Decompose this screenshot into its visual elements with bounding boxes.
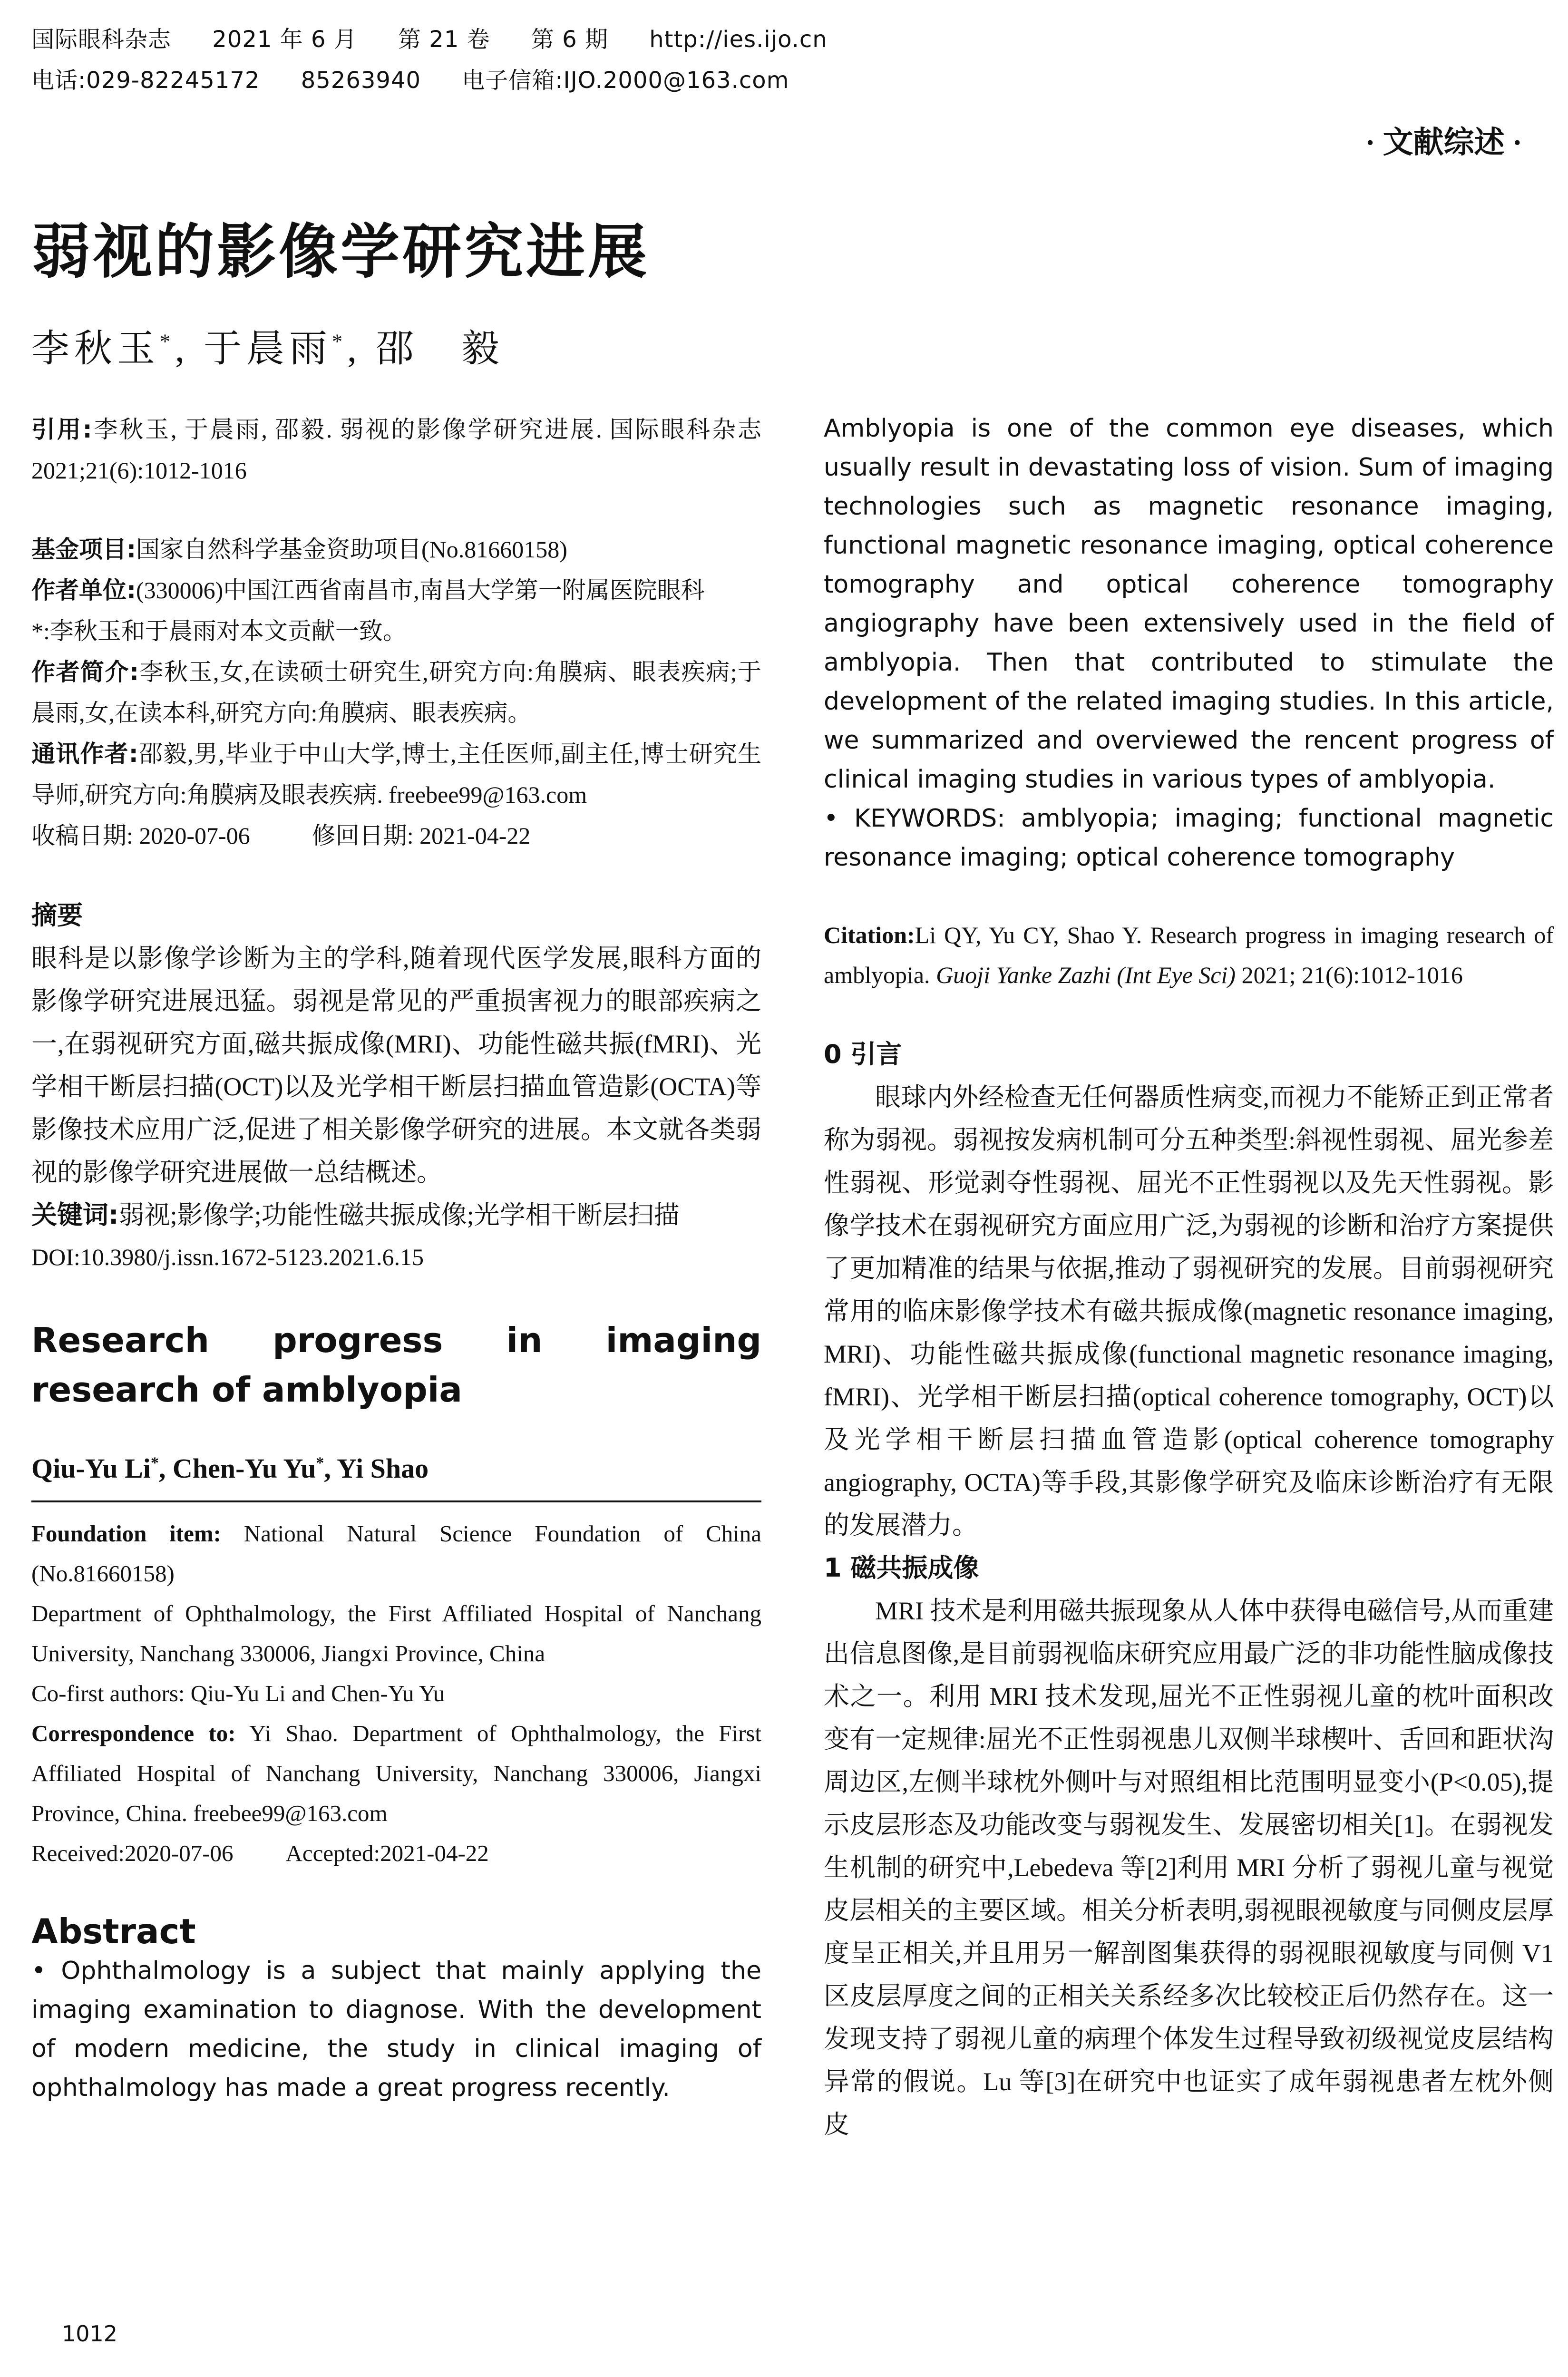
- section-1-heading: 1 磁共振成像: [824, 1553, 979, 1583]
- author-bio: 作者简介:李秋玉,女,在读硕士研究生,研究方向:角膜病、眼表疾病;于晨雨,女,在读本科,研究方向:角膜病、眼表疾病。: [31, 658, 761, 726]
- author-1: 李秋玉: [31, 328, 160, 370]
- page-number: 1012: [62, 2321, 118, 2347]
- issue-date: 2021 年 6 月: [212, 26, 357, 53]
- abstract-heading-cn: 摘要: [31, 900, 83, 930]
- author-3: 邵 毅: [376, 328, 504, 370]
- equal-contrib-mark-2: *: [332, 330, 347, 353]
- author-list: 李秋玉*, 于晨雨*, 邵 毅: [31, 328, 504, 370]
- dates-cn: 收稿日期: 2020-07-06 修回日期: 2021-04-22: [31, 822, 531, 849]
- citation-cn: 引用:李秋玉, 于晨雨, 邵毅. 弱视的影像学研究进展. 国际眼科杂志 2021;21(6):1012-1016: [31, 416, 762, 484]
- section-0-heading: 0 引言: [824, 1039, 902, 1069]
- phone: 电话:029-82245172: [31, 67, 260, 94]
- co-first-authors: Co-first authors: Qiu-Yu Li and Chen-Yu Yu: [31, 1680, 445, 1706]
- dates-en: Received:2020-07-06 Accepted:2021-04-22: [31, 1840, 489, 1866]
- phone2: 85263940: [301, 67, 421, 94]
- abstract-en-part1: • Ophthalmology is a subject that mainly applying the imaging examination to diagnose. With the development of modern medicine, the study in clinical imaging of ophthalmology has made a great progress recently.: [31, 1957, 761, 2102]
- article-title-en: Research progress in imaging research of amblyopia: [31, 1320, 761, 1410]
- left-column: [31, 409, 761, 2107]
- correspondence-en: Correspondence to: Yi Shao. Department of Ophthalmology, the First Affiliated Hospital of Nanchang University, Nanchang 330006, Jiangxi Province, China. freebee99@163.com: [31, 1720, 762, 1826]
- author-list-en: Qiu-Yu Li*, Chen-Yu Yu*, Yi Shao: [31, 1453, 429, 1484]
- section-tag: · 文献综述 ·: [1365, 126, 1522, 159]
- abstract-heading-en: Abstract: [31, 1911, 196, 1951]
- divider: [31, 1500, 761, 1502]
- department-en: Department of Ophthalmology, the First Affiliated Hospital of Nanchang University, Nanchang 330006, Jiangxi Province, China: [31, 1600, 761, 1666]
- section-0-text: 眼球内外经检查无任何器质性病变,而视力不能矫正到正常者称为弱视。弱视按发病机制可分五种类型:斜视性弱视、屈光参差性弱视、形觉剥夺性弱视、屈光不正性弱视以及先天性弱视。影像学技术在弱视研究方面应用广泛,为弱视的诊断和治疗方案提供了更加精准的结果与依据,推动了弱视研究的发展。目前弱视研究常用的临床影像学技术有磁共振成像(magnetic resonance imaging, MRI)、功能性磁共振成像(functional magnetic resonance imaging, fMRI)、光学相干断层扫描(optical coherence tomography, OCT)以及光学相干断层扫描血管造影(optical coherence tomography angiography, OCTA)等手段,其影像学研究及临床诊断治疗有无限的发展潜力。: [824, 1083, 1554, 1539]
- correspondence-cn: 通讯作者:邵毅,男,毕业于中山大学,博士,主任医师,副主任,博士研究生导师,研究方向:角膜病及眼表疾病. freebee99@163.com: [31, 740, 761, 808]
- article-title: 弱视的影像学研究进展: [31, 218, 650, 286]
- journal-header-line2: [31, 62, 822, 95]
- author-2: 于晨雨: [204, 328, 332, 370]
- section-1-text: MRI 技术是利用磁共振现象从人体中获得电磁信号,从而重建出信息图像,是目前弱视临床研究应用最广泛的非功能性脑成像技术之一。利用 MRI 技术发现,屈光不正性弱视儿童的枕叶面积改变有一定规律:屈光不正性弱视患儿双侧半球楔叶、舌回和距状沟周边区,左侧半球枕外侧叶与对照组相比范围明显变小(P<0.05),提示皮层形态及功能改变与弱视发生、发展密切相关[1]。在弱视发生机制的研究中,Lebedeva 等[2]利用 MRI 分析了弱视儿童与视觉皮层相关的主要区域。相关分析表明,弱视眼视敏度与同侧皮层厚度呈正相关,并且用另一解剖图集获得的弱视眼视敏度与同侧 V1 区皮层厚度之间的正相关关系经多次比较校正后仍然存在。这一发现支持了弱视儿童的病理个体发生过程导致初级视觉皮层结构异常的假说。Lu 等[3]在研究中也证实了成年弱视患者左枕外侧皮: [824, 1597, 1554, 2139]
- equal-contribution-note: *:李秋玉和于晨雨对本文贡献一致。: [31, 618, 407, 644]
- journal-url[interactable]: http://ies.ijo.cn: [649, 26, 828, 53]
- abstract-text-cn: 眼科是以影像学诊断为主的学科,随着现代医学发展,眼科方面的影像学研究进展迅猛。弱视是常见的严重损害视力的眼部疾病之一,在弱视研究方面,磁共振成像(MRI)、功能性磁共振(fMRI)、光学相干断层扫描(OCT)以及光学相干断层扫描血管造影(OCTA)等影像技术应用广泛,促进了相关影像学研究的进展。本文就各类弱视的影像学研究进展做一总结概述。: [31, 944, 761, 1187]
- equal-contrib-mark-1: *: [160, 330, 175, 353]
- volume: 第 21 卷: [398, 26, 490, 53]
- keywords-en: • KEYWORDS: amblyopia; imaging; functional magnetic resonance imaging; optical coherence tomography: [824, 804, 1554, 872]
- email[interactable]: 电子信箱:IJO.2000@163.com: [462, 67, 789, 94]
- keywords-cn: 关键词:弱视;影像学;功能性磁共振成像;光学相干断层扫描: [31, 1200, 680, 1230]
- foundation-en: Foundation item: National Natural Science Foundation of China (No.81660158): [31, 1520, 762, 1587]
- doi[interactable]: DOI:10.3980/j.issn.1672-5123.2021.6.15: [31, 1244, 424, 1270]
- journal-name: 国际眼科杂志: [31, 26, 172, 53]
- right-column: [824, 409, 1554, 2146]
- journal-header-line1: [31, 21, 861, 54]
- citation-en: Citation:Li QY, Yu CY, Shao Y. Research progress in imaging research of amblyopia. Guoji Yanke Zazhi (Int Eye Sci) 2021; 21(6):1012-1016: [824, 922, 1554, 988]
- fund-info: 基金项目:国家自然科学基金资助项目(No.81660158): [31, 536, 567, 563]
- affiliation: 作者单位:(330006)中国江西省南昌市,南昌大学第一附属医院眼科: [31, 576, 705, 604]
- abstract-en-part2: Amblyopia is one of the common eye diseases, which usually result in devastating loss of vision. Sum of imaging technologies such as magnetic resonance imaging, functional magnetic resonance imaging, optical coherence tomography and optical coherence tomography angiography have been extensively used in the field of amblyopia. Then that contributed to stimulate the development of the related imaging studies. In this article, we summarized and overviewed the rencent progress of clinical imaging studies in various types of amblyopia.: [824, 414, 1554, 794]
- issue: 第 6 期: [531, 26, 608, 53]
